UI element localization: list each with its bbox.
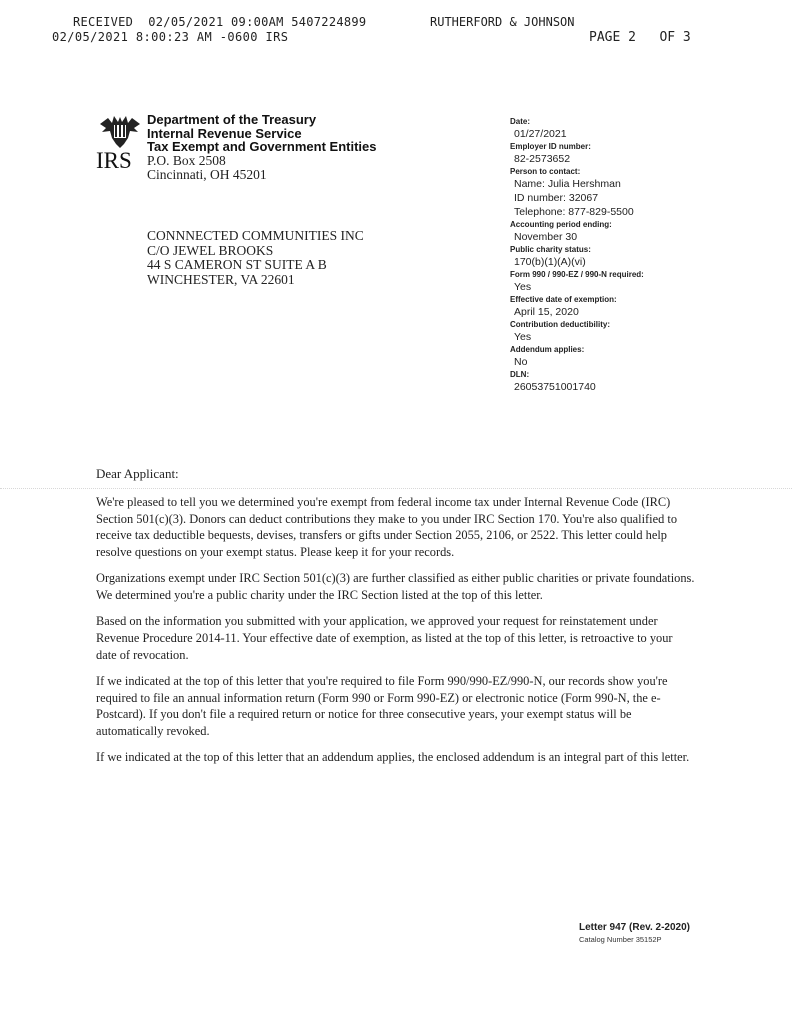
recipient-street: 44 S CAMERON ST SUITE A B	[147, 257, 327, 273]
recipient-address	[147, 229, 364, 287]
paragraph-filing: If we indicated at the top of this letter that you're required to file Form 990/990-EZ/990-N, our records show you're required to file an annual information return (Form 990 or Form 990-EZ) or electronic notice (Form 990-N, the e-Postcard). If you don't file a required return or notice for three consecutive years, your exempt status will be automatically revoked.	[96, 673, 668, 738]
recipient-city: WINCHESTER, VA 22601	[147, 271, 295, 287]
scan-divider	[0, 488, 792, 489]
fax-page-number: PAGE 2 OF 3	[589, 30, 691, 45]
greeting: Dear Applicant:	[96, 466, 179, 481]
charity-status-value: 170(b)(1)(A)(vi)	[514, 256, 586, 268]
paragraph-classification: Organizations exempt under IRC Section 501(c)(3) are further classified as either public charities or private foundations. We determined you're a public charity under the IRC Section listed at the top of this letter.	[96, 571, 695, 603]
form-required-value: Yes	[514, 281, 532, 293]
deductibility-value: Yes	[514, 331, 532, 343]
irs-logo-text: IRS	[96, 148, 132, 173]
agency-department: Department of the Treasury	[147, 112, 317, 127]
fax-sent-line: 02/05/2021 8:00:23 AM -0600 IRS	[52, 30, 289, 44]
effective-date-label: Effective date of exemption:	[510, 295, 617, 304]
agency-division: Tax Exempt and Government Entities	[147, 139, 377, 154]
letter-info-column	[510, 117, 710, 395]
paragraph-reinstatement: Based on the information you submitted with your application, we approved your request for reinstatement under Revenue Procedure 2014-11. Your effective date of exemption, as listed at the top of this letter, is retroactive to your date of revocation.	[96, 614, 673, 662]
letter-body	[96, 494, 696, 775]
catalog-number: Catalog Number 35152P	[579, 935, 662, 944]
accounting-label: Accounting period ending:	[510, 220, 612, 229]
contact-id: ID number: 32067	[514, 192, 599, 204]
form-required-label: Form 990 / 990-EZ / 990-N required:	[510, 270, 644, 279]
accounting-value: November 30	[514, 231, 578, 243]
contact-name: Name: Julia Hershman	[514, 178, 621, 190]
letter-footer	[579, 922, 690, 944]
addendum-label: Addendum applies:	[510, 345, 585, 354]
letter-number: Letter 947 (Rev. 2-2020)	[579, 922, 690, 933]
fax-received-line: RECEIVED 02/05/2021 09:00AM 5407224899	[73, 15, 367, 29]
eagle-icon	[98, 114, 142, 150]
charity-status-label: Public charity status:	[510, 245, 591, 254]
addendum-value: No	[514, 356, 528, 368]
dln-label: DLN:	[510, 370, 530, 379]
ein-label: Employer ID number:	[510, 142, 591, 151]
agency-city: Cincinnati, OH 45201	[147, 166, 267, 182]
paragraph-exemption: We're pleased to tell you we determined you're exempt from federal income tax under Internal Revenue Code (IRC) Section 501(c)(3). Donors can deduct contributions they make to you under IRC Section 170. You're also qualified to receive tax deductible bequests, devises, transfers or gifts under Section 2055, 2106, or 2522. This letter could help resolve questions on your exempt status. Please keep it for your records.	[96, 495, 678, 560]
dln-value: 26053751001740	[514, 381, 596, 393]
recipient-care-of: C/O JEWEL BROOKS	[147, 242, 274, 258]
effective-date-value: April 15, 2020	[514, 306, 579, 318]
paragraph-addendum: If we indicated at the top of this letter that an addendum applies, the enclosed addendum is an integral part of this letter.	[96, 750, 690, 765]
recipient-name: CONNNECTED COMMUNITIES INC	[147, 228, 364, 243]
contact-label: Person to contact:	[510, 167, 581, 176]
deductibility-label: Contribution deductibility:	[510, 320, 610, 329]
date-value: 01/27/2021	[514, 128, 567, 140]
date-label: Date:	[510, 117, 531, 126]
ein-value: 82-2573652	[514, 153, 571, 165]
agency-po-box: P.O. Box 2508	[147, 152, 226, 168]
contact-phone: Telephone: 877-829-5500	[514, 206, 634, 218]
irs-logo	[96, 114, 146, 174]
fax-firm-name: RUTHERFORD & JOHNSON	[430, 15, 575, 29]
agency-block	[147, 113, 376, 182]
agency-irs: Internal Revenue Service	[147, 125, 302, 141]
